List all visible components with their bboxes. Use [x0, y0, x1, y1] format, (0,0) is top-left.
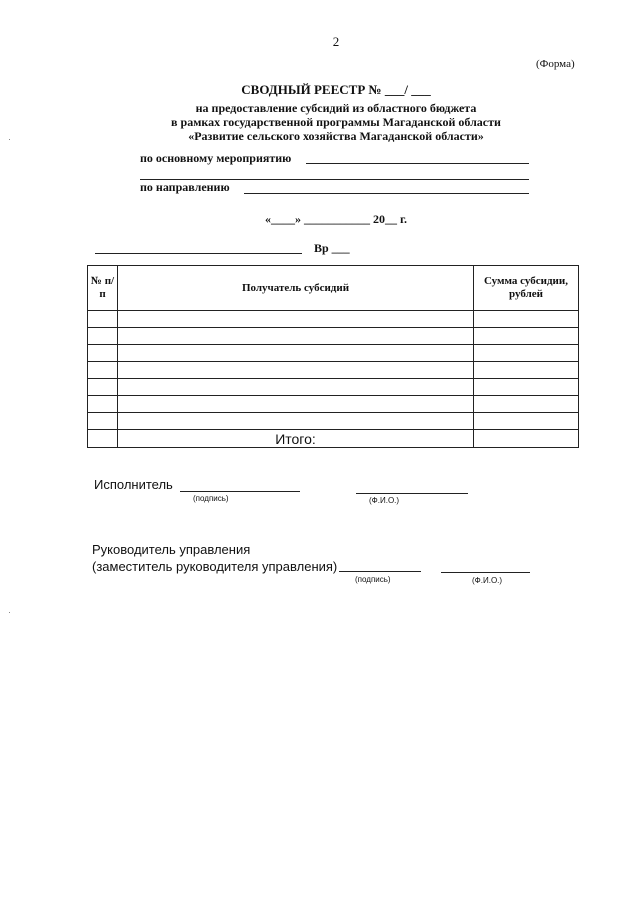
cell	[118, 379, 474, 396]
cell	[88, 413, 118, 430]
head-label-line: Руководитель управления	[92, 542, 251, 557]
main-event-label: по основному мероприятию	[140, 151, 292, 165]
subtitle-line: на предоставление субсидий из областного бюджета	[195, 101, 477, 115]
header-amount: Сумма субсидии, рублей	[474, 266, 579, 311]
cell	[88, 328, 118, 345]
head-signature-caption: (подпись)	[355, 575, 391, 584]
table-header-row	[88, 266, 579, 311]
executor-name-caption: (Ф.И.О.)	[369, 496, 400, 505]
cell	[474, 396, 579, 413]
table-row	[88, 396, 579, 413]
main-event-line	[306, 163, 529, 164]
total-cell	[118, 430, 474, 448]
vr-prefix-line	[95, 253, 302, 254]
head-signature-line	[339, 571, 421, 572]
vr-label: Вр ___	[314, 241, 350, 255]
header-num: № п/п	[88, 266, 118, 311]
direction-label: по направлению	[140, 180, 230, 194]
cell	[88, 362, 118, 379]
cell	[118, 328, 474, 345]
subtitle-line: «Развитие сельского хозяйства Магаданской области»	[188, 129, 484, 143]
page-number: 2	[332, 34, 340, 49]
cell	[88, 430, 118, 448]
cell	[474, 379, 579, 396]
table-row	[88, 362, 579, 379]
table-row	[88, 413, 579, 430]
table-row	[88, 379, 579, 396]
document-title: СВОДНЫЙ РЕЕСТР № ___/ ___	[241, 82, 431, 97]
cell	[474, 362, 579, 379]
total-label: Итого:	[275, 430, 316, 447]
cell	[474, 430, 579, 448]
scan-speck	[9, 612, 10, 613]
table-row	[88, 328, 579, 345]
registry-table	[87, 265, 579, 448]
executor-label: Исполнитель	[94, 477, 173, 492]
cell	[88, 311, 118, 328]
cell	[118, 345, 474, 362]
table-row	[88, 311, 579, 328]
cell	[88, 345, 118, 362]
scan-speck	[9, 139, 10, 140]
cell	[474, 345, 579, 362]
executor-signature-line	[180, 491, 300, 492]
cell	[118, 413, 474, 430]
document-subtitle	[0, 101, 640, 143]
table-total-row	[88, 430, 579, 448]
cell	[118, 362, 474, 379]
subtitle-line: в рамках государственной программы Магаданской области	[171, 115, 501, 129]
head-name-caption: (Ф.И.О.)	[472, 576, 503, 585]
cell	[474, 328, 579, 345]
cell	[88, 379, 118, 396]
executor-name-line	[356, 493, 468, 494]
table-row	[88, 345, 579, 362]
header-recipient: Получатель субсидий	[118, 266, 474, 311]
head-label	[92, 541, 337, 575]
direction-line	[244, 193, 529, 194]
cell	[474, 311, 579, 328]
cell	[118, 311, 474, 328]
executor-signature-caption: (подпись)	[193, 494, 229, 503]
cell	[474, 413, 579, 430]
cell	[88, 396, 118, 413]
cell	[118, 396, 474, 413]
head-label-line: (заместитель руководителя управления)	[92, 559, 338, 574]
form-label: (Форма)	[536, 58, 575, 70]
head-name-line	[441, 572, 530, 573]
date-line: «____» ___________ 20__ г.	[264, 212, 408, 226]
